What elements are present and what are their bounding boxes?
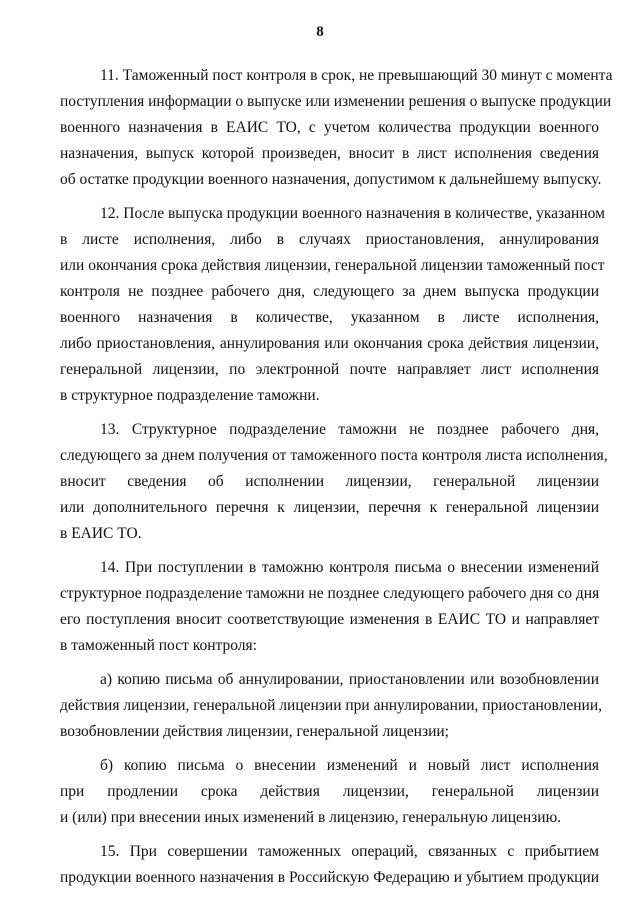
page-number: 8 — [316, 24, 324, 40]
text-line: 12. После выпуска продукции военного назначения в количестве, указанном — [100, 205, 605, 222]
paragraph — [60, 417, 608, 547]
text-line: военного назначения в количестве, указанном в листе исполнения, — [60, 309, 599, 326]
text-line: военного назначения в ЕАИС ТО, с учетом количества продукции военного — [60, 119, 599, 136]
text-line: в ЕАИС ТО. — [60, 525, 142, 542]
paragraph — [60, 63, 613, 193]
text-line: в структурное подразделение таможни. — [60, 387, 320, 404]
text-line: структурное подразделение таможни не позднее следующего рабочего дня со дня — [60, 585, 600, 602]
text-line: контроля не позднее рабочего дня, следующего за днем выпуска продукции — [60, 283, 599, 300]
text-line: 15. При совершении таможенных операций, связанных с прибытием — [100, 843, 599, 860]
text-line: или окончания срока действия лицензии, генеральной лицензии таможенный пост — [60, 257, 605, 274]
text-line: б) копию письма о внесении изменений и новый лист исполнения — [100, 757, 599, 774]
text-line: а) копию письма об аннулировании, приостановлении или возобновлении — [100, 671, 599, 688]
text-line: действия лицензии, генеральной лицензии при аннулировании, приостановлении, — [60, 697, 603, 714]
text-line: и (или) при внесении иных изменений в лицензию, генеральную лицензию. — [60, 809, 562, 826]
document-body — [60, 63, 613, 899]
text-line: об остатке продукции военного назначения, допустимом к дальнейшему выпуску. — [60, 171, 602, 188]
text-line: 13. Структурное подразделение таможни не позднее рабочего дня, — [100, 421, 599, 438]
text-line: 14. При поступлении в таможню контроля письма о внесении изменений — [100, 559, 599, 576]
text-line: или дополнительного перечня к лицензии, перечня к генеральной лицензии — [60, 499, 599, 516]
text-line: генеральной лицензии, по электронной почте направляет лист исполнения — [60, 361, 599, 378]
paragraph — [60, 839, 599, 891]
text-line: вносит сведения об исполнении лицензии, генеральной лицензии — [60, 473, 599, 490]
paragraph — [60, 667, 603, 745]
text-line: в таможенный пост контроля: — [60, 637, 257, 654]
text-line: при продлении срока действия лицензии, генеральной лицензии — [60, 783, 599, 800]
text-line: в листе исполнения, либо в случаях приостановления, аннулирования — [60, 231, 599, 248]
text-line: его поступления вносит соответствующие изменения в ЕАИС ТО и направляет — [60, 611, 599, 628]
paragraph — [60, 201, 605, 409]
text-line: следующего за днем получения от таможенного поста контроля листа исполнения, — [60, 447, 608, 464]
paragraph — [60, 555, 599, 659]
text-line: 11. Таможенный пост контроля в срок, не превышающий 30 минут с момента — [100, 67, 613, 84]
text-line: назначения, выпуск которой произведен, вносит в лист исполнения сведения — [60, 145, 599, 162]
text-line: поступления информации о выпуске или изменении решения о выпуске продукции — [60, 93, 612, 110]
text-line: возобновлении действия лицензии, генеральной лицензии; — [60, 723, 449, 740]
paragraph — [60, 753, 599, 831]
text-line: продукции военного назначения в Российскую Федерацию и убытием продукции — [60, 869, 599, 886]
text-line: либо приостановления, аннулирования или окончания срока действия лицензии, — [60, 335, 599, 352]
